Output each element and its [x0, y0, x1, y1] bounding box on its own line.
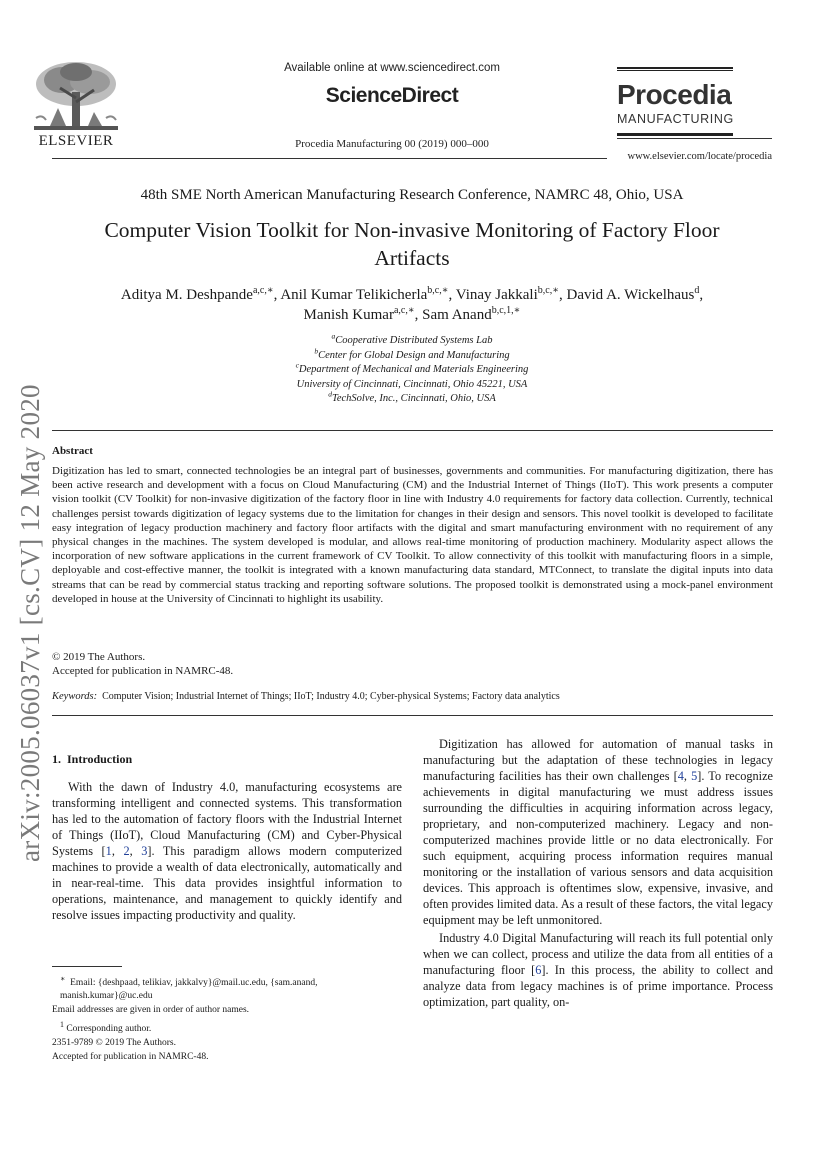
title-line-1: Computer Vision Toolkit for Non-invasive Monitoring of Factory Floor — [104, 218, 720, 242]
footnote-rule — [52, 966, 122, 967]
intro-paragraph-1: With the dawn of Industry 4.0, manufacturing ecosystems are transforming intelligent and connected systems. This transformation has led to the automation of factory floors with the Industrial Internet of Things (IIoT), Cloud Manufacturing (CM) and Cyber-Physical Systems [1, 2, 3]. This paradigm allows modern computerized machines to provide a wealth of data electronically, automatically and in near-real-time. This data provides insightful information to operations, maintenance, and management to quickly identify and resolve issues impacting productivity and quality. — [52, 780, 403, 922]
affiliation-item: $^a$Cooperative Distributed Systems Lab — [331, 331, 493, 346]
section-title: Introduction — [67, 752, 133, 766]
journal-url[interactable]: www.elsevier.com/locate/procedia — [627, 151, 772, 162]
author-affil-mark: b,c,1,∗ — [491, 305, 521, 316]
footnote-issn: 2351-9789 © 2019 The Authors. — [52, 1038, 176, 1049]
section-heading — [52, 752, 402, 767]
author-affil-mark: d — [694, 285, 700, 296]
keywords — [52, 690, 773, 704]
affiliation-item: University of Cincinnati, Cincinnati, Ohio 45221, USA — [296, 378, 528, 390]
author-line-1: Aditya M. Deshpande$^{a,c,∗}$, Anil Kumar Telikicherla$^{b,c,∗}$, Vinay Jakkali$^{b,c,∗}$, David A. Wickelhaus$^d$, — [120, 285, 704, 303]
footnote-corresponding: $^1$ Corresponding author. — [60, 1020, 152, 1035]
abstract-rule-bottom — [52, 715, 773, 716]
abstract-heading: Abstract — [52, 445, 93, 457]
footnote-order: Email addresses are given in order of author names. — [52, 1005, 250, 1016]
available-online-text: Available online at www.sciencedirect.com — [284, 62, 500, 74]
intro-paragraph-3: Industry 4.0 Digital Manufacturing will reach its full potential only when we can collect, process and utilize the data from all entities of a manufacturing floor [6]. In this process, the ability to collect and analyze data from legacy machines is of prime importance. Process optimization, part quality, on- — [423, 931, 773, 1009]
procedia-name: Procedia — [617, 79, 732, 110]
author-affil-mark: a,c,∗ — [252, 285, 274, 296]
header-rule — [52, 158, 607, 159]
footnotes — [52, 972, 402, 1065]
abstract-copyright: © 2019 The Authors. — [52, 651, 146, 663]
procedia-rule-bottom-thin — [617, 138, 772, 139]
paper-title — [52, 216, 772, 272]
procedia-subtitle: MANUFACTURING — [617, 112, 734, 126]
citation-link[interactable]: 6 — [535, 963, 542, 977]
citation-link[interactable]: 4 — [677, 769, 684, 783]
publisher-wordmark: ELSEVIER — [38, 133, 114, 149]
journal-citation-line: Procedia Manufacturing 00 (2019) 000–000 — [295, 138, 489, 150]
procedia-rule-bottom — [617, 133, 733, 136]
right-column — [423, 736, 773, 1010]
arxiv-identifier: arXiv:2005.06037v1 [cs.CV] 12 May 2020 — [15, 384, 45, 862]
author-name: Anil Kumar Telikicherla — [280, 287, 428, 303]
keywords-label: Keywords: — [52, 691, 98, 702]
affiliation-item: $^d$TechSolve, Inc., Cincinnati, Ohio, USA — [328, 389, 496, 404]
affiliations — [52, 331, 772, 407]
author-affil-mark: b,c,∗ — [537, 285, 560, 296]
affiliation-item: $^c$Department of Mechanical and Materials Engineering — [295, 360, 529, 375]
author-name: Vinay Jakkali — [455, 287, 538, 303]
citation-link[interactable]: 3 — [141, 844, 148, 858]
left-column — [52, 752, 402, 923]
citation-link[interactable]: 1 — [105, 844, 112, 858]
procedia-rule-top — [617, 67, 733, 69]
author-affil-mark: a,c,∗ — [393, 305, 415, 316]
sciencedirect-logo: ScienceDirect — [325, 84, 459, 107]
procedia-logo — [617, 80, 733, 126]
abstract-rule-top — [52, 430, 773, 431]
elsevier-tree-icon — [22, 58, 130, 134]
author-affil-mark: b,c,∗ — [427, 285, 449, 296]
keywords-text: Computer Vision; Industrial Internet of Things; IIoT; Industry 4.0; Cyber-physical Systems; Factory data analytics — [102, 691, 560, 702]
footnote-email: ∗ Email: {deshpaad, telikiav, jakkalvy}@mail.uc.edu, {sam.anand, manish.kumar}@uc.edu — [60, 974, 318, 1002]
footnote-accepted: Accepted for publication in NAMRC-48. — [52, 1052, 209, 1063]
abstract-text: Digitization has led to smart, connected technologies be an integral part of businesses, governments and communities. For manufacturing digitization, there has been active research and development with a focus on Cloud Manufacturing (CM) and the Industrial Internet of Things (IIoT). This work presents a computer vision toolkit (CV Toolkit) for non-invasive digitization of the factory floor in line with Industry 4.0 requirements for factory data collection. Currently, technical challenges persist towards digitization of legacy systems due to the limitation for changes in their design and sensors. This novel toolkit is developed to facilitate easy integration of legacy production machinery and factory floor artifacts with the digital and smart manufacturing environment with no requirement of any physical changes in the machines. The system developed is modular, and allows real-time monitoring of production machinery. Modularity aspect allows the incorporation of new software applications in the current framework of CV Toolkit. To allow connectivity of this toolkit with manufacturing floors in a simple, deployable and cost-effective manner, the toolkit is integrated with a known manufacturing data standard, MTConnect, to translate the digital inputs into data streams that can be read by commercial status tracking and reporting software solutions. The proposed toolkit is demonstrated using a mock-panel environment developed in house at the University of Cincinnati to highlight its usability. — [52, 465, 773, 605]
author-list — [52, 285, 772, 325]
citation-link[interactable]: 2 — [123, 844, 130, 858]
author-name: Aditya M. Deshpande — [120, 287, 253, 303]
title-line-2: Artifacts — [374, 246, 450, 270]
intro-paragraph-2: Digitization has allowed for automation of manual tasks in manufacturing but the adaptation of these technologies in legacy manufacturing facilities has their own challenges [4, 5]. To recognize achievements in digital manufacturing we must address issues surrounding the difficulties in acquiring information across legacy, proprietary, and non-computerized machinery. Legacy and non-computerized machines provide little or no data electronically. For such equipment, acquiring process information requires manual monitoring or the installation of various sensors and data acquisition devices. This approach is oftentimes slow, expensive, invasive, and often provides limited data. As a result of these factors, the vital legacy equipment may be left unmonitored. — [423, 737, 773, 927]
affiliation-item: $^b$Center for Global Design and Manufacturing — [314, 346, 510, 361]
section-number: 1. — [52, 752, 61, 766]
author-name: David A. Wickelhaus — [566, 287, 695, 303]
author-name: Sam Anand — [422, 307, 492, 323]
conference-name: 48th SME North American Manufacturing Research Conference, NAMRC 48, Ohio, USA — [140, 187, 684, 203]
author-name: Manish Kumar — [303, 307, 394, 323]
procedia-rule-top-thin — [617, 70, 733, 71]
author-line-2: Manish Kumar$^{a,c,∗}$, Sam Anand$^{b,c,1,∗}$ — [303, 305, 521, 323]
abstract-accepted: Accepted for publication in NAMRC-48. — [52, 665, 234, 677]
citation-link[interactable]: 5 — [691, 769, 698, 783]
